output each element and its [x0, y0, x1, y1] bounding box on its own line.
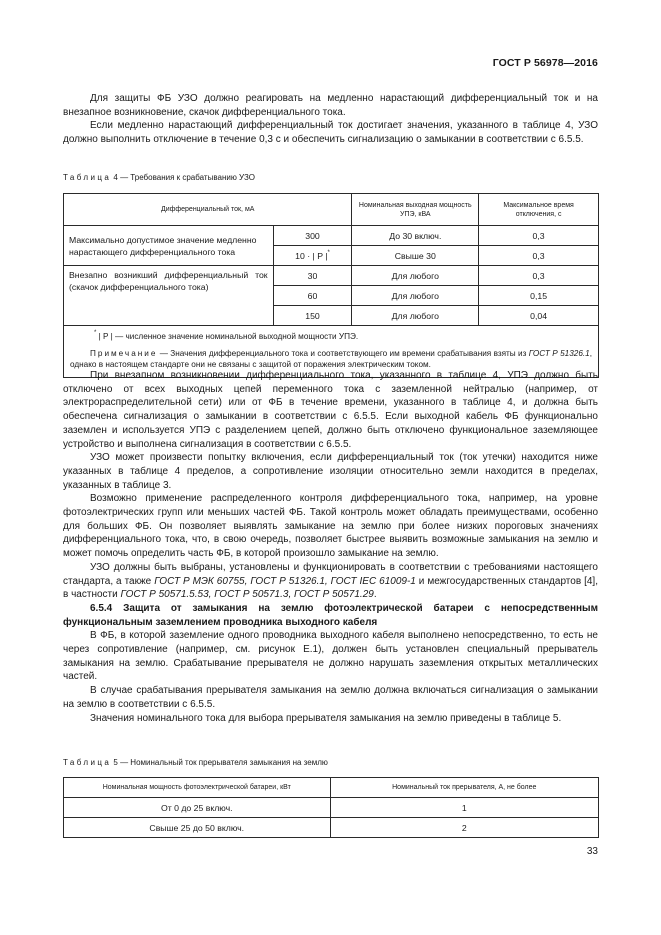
table5-caption: [63, 757, 328, 768]
table-note: [70, 348, 592, 371]
note-text: , однако в настоящем стандарте они не связаны с защитой от поражения электрическим током.: [70, 348, 592, 370]
paragraph: Возможно применение распределенного контроля дифференциального тока, например, на уровне фотоэлектрических групп или меньших частей ФБ. Такой контроль может обладать преимуществами, особенно для больших ФБ. Он позволяет выявлять замыкание на землю при более низких пороговых значениях дифференциального тока, что, в свою очередь, позволяет быстрее выявить возможные замыкания на землю и может помочь определить часть ФБ, в которой произошло замыкание на землю.: [63, 493, 598, 560]
page-number: 33: [586, 846, 598, 857]
footnote-mark: *: [327, 250, 330, 256]
caption-label: Таблица: [63, 758, 112, 767]
table-cell: 0,3: [479, 226, 599, 246]
paragraph: В ФБ, в которой заземление одного проводника выходного кабеля выполнено непосредственно, то есть не через сопротивление (например, см. рисунок Е.1), должен быть установлен специальный прерыватель замыкания на землю. Срабатывание прерывателя не должно нарушать заземления открытых металлических частей.: [63, 630, 598, 683]
table-row: [64, 798, 599, 818]
table-cell: 0,3: [479, 246, 599, 266]
table-cell: Для любого: [352, 286, 479, 306]
header-cell: Номинальная выходная мощность УПЭ, кВА: [352, 194, 479, 226]
table-cell: До 30 включ.: [352, 226, 479, 246]
standard-references: ГОСТ Р 50571.5.53, ГОСТ Р 50571.3, ГОСТ Р 50571.29: [120, 589, 374, 601]
table-cell: Свыше 25 до 50 включ.: [64, 818, 331, 838]
paragraph-text: и межгосударственных стандартов [4], в частности: [63, 575, 598, 601]
paragraph: Для защиты ФБ УЗО должно реагировать на медленно нарастающий дифференциальный ток и на внезапное возникновение, скачок дифференциального тока.: [63, 93, 598, 118]
table-cell: 60: [273, 286, 352, 306]
caption-label: Таблица: [63, 173, 112, 182]
table-header-row: [64, 778, 599, 798]
caption-text: 4 — Требования к срабатыванию УЗО: [113, 173, 255, 182]
table-cell: 30: [273, 266, 352, 286]
paragraph-text: УЗО должны быть выбраны, установлены и функционировать в соответствии с требованиями настоящего стандарта, а также: [63, 561, 598, 587]
table-row: [64, 266, 599, 286]
table-row: [64, 226, 599, 246]
table-cell: 0,04: [479, 306, 599, 326]
table-cell: 0,3: [479, 266, 599, 286]
table-cell: [273, 246, 352, 266]
body-text: [63, 369, 598, 725]
paragraph: При внезапном возникновении дифференциального тока, указанного в таблице 4, УПЭ должно быть отключено от всех выходных цепей переменного тока с заземленной нейтралью (например, от электрораспределительной сети) или от ФБ в течение времени, указанного в таблице 4, и должна быть обеспечена сигнализация о замыкании в соответствии с 6.5.5. Если выходной кабель ФБ функционально заземлен и используется УПЭ с разделением цепей, должно быть отключено функциональное заземляющее устройство и выполнена сигнализация в соответствии с 6.5.5.: [63, 370, 598, 450]
document-id: ГОСТ Р 56978—2016: [492, 57, 598, 69]
table-cell: Свыше 30: [352, 246, 479, 266]
table-5: [63, 777, 599, 838]
standard-references: ГОСТ Р МЭК 60755, ГОСТ Р 51326.1, ГОСТ IEC 61009-1: [154, 575, 416, 587]
table-cell: 300: [273, 226, 352, 246]
header-cell: Дифференциальный ток, мА: [64, 194, 352, 226]
table-cell: 0,15: [479, 286, 599, 306]
table-4: [63, 193, 599, 378]
paragraph: Значения номинального тока для выбора прерывателя замыкания на землю приведены в таблице 5.: [90, 712, 562, 724]
paragraph: УЗО может произвести попытку включения, если дифференциальный ток (ток утечки) находится ниже указанных в таблице 4 пределов, а сопротивление изоляции относительно земли находится в пределах, указанных в таблице 3.: [63, 452, 598, 491]
group-label: Максимально допустимое значение медленно нарастающего дифференциального тока: [64, 226, 274, 266]
header-cell: Максимальное время отключения, с: [479, 194, 599, 226]
current-formula: 10 · | P |: [295, 251, 328, 261]
table-cell: От 0 до 25 включ.: [64, 798, 331, 818]
note-text: — Значения дифференциального тока и соответствующего им времени срабатывания взяты из: [157, 348, 529, 358]
table-cell: Для любого: [352, 306, 479, 326]
table-cell: Для любого: [352, 266, 479, 286]
paragraph: В случае срабатывания прерывателя замыкания на землю должна включаться сигнализация о замыкании на землю в соответствии с 6.5.5.: [63, 685, 598, 710]
table-cell: 150: [273, 306, 352, 326]
intro-text: [63, 92, 598, 147]
note-label: Примечание: [90, 348, 158, 358]
paragraph: Если медленно нарастающий дифференциальный ток достигает значения, указанного в таблице 4, УЗО должно выполнить отключение в течение 0,3 с и обеспечить сигнализацию о замыкании в соответствии с 6.5.5.: [63, 120, 598, 146]
section-heading: 6.5.4 Защита от замыкания на землю фотоэлектрической батареи с непосредственным функциональным заземлением проводника выходного кабеля: [63, 602, 598, 628]
header-cell: Номинальная мощность фотоэлектрической батареи, кВт: [64, 778, 331, 798]
table-cell: 1: [330, 798, 598, 818]
note-reference: ГОСТ Р 51326.1: [528, 348, 590, 358]
table-header-row: [64, 194, 599, 226]
table-cell: 2: [330, 818, 598, 838]
group-label: Внезапно возникший дифференциальный ток (скачок дифференциального тока): [64, 266, 274, 326]
paragraph: [63, 561, 598, 602]
footnote: [94, 328, 592, 343]
paragraph-text: .: [373, 589, 377, 601]
caption-text: 5 — Номинальный ток прерывателя замыкания на землю: [113, 758, 328, 767]
footnote-mark: *: [94, 330, 97, 336]
table4-caption: [63, 172, 255, 183]
footnote-text: | P | — численное значение номинальной выходной мощности УПЭ.: [98, 332, 359, 341]
table-row: [64, 818, 599, 838]
header-cell: Номинальный ток прерывателя, А, не более: [330, 778, 598, 798]
